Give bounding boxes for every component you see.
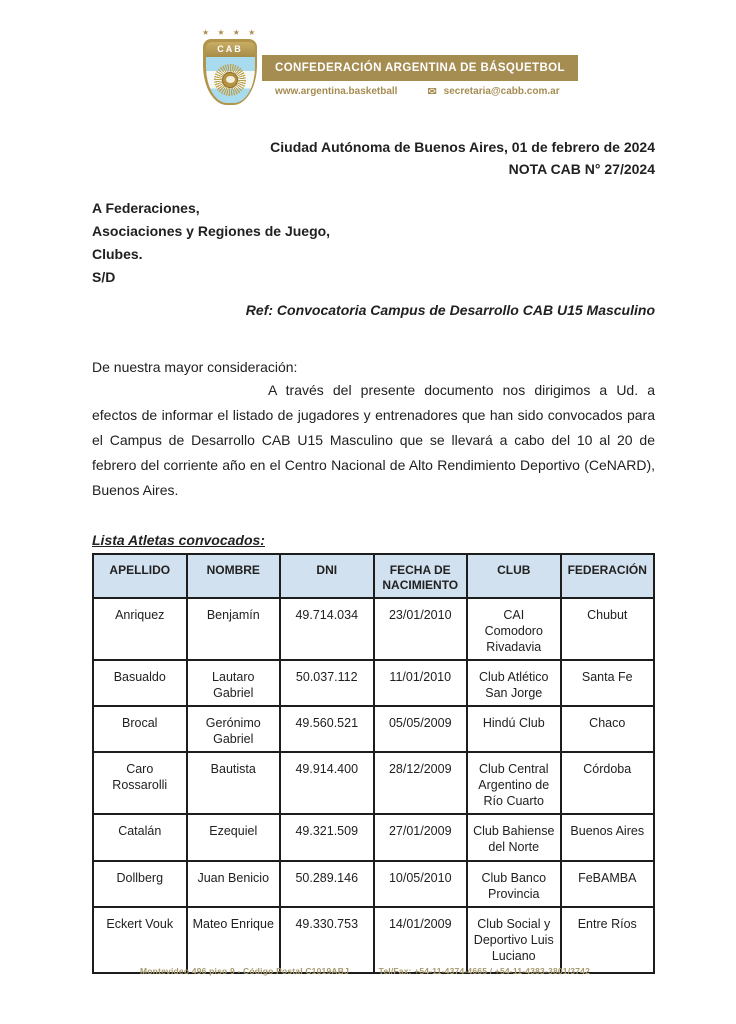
cell-nombre: Juan Benicio — [187, 861, 281, 907]
date-line: Ciudad Autónoma de Buenos Aires, 01 de febrero de 2024 — [270, 139, 655, 155]
cell-federacion: Córdoba — [561, 752, 655, 814]
table-row — [93, 706, 654, 752]
table-row — [93, 861, 654, 907]
column-header-apellido: APELLIDO — [93, 554, 187, 598]
cell-dni: 49.560.521 — [280, 706, 374, 752]
addressee-line: Clubes. — [92, 246, 143, 262]
cell-dni: 50.037.112 — [280, 660, 374, 706]
cell-federacion: Entre Ríos — [561, 907, 655, 973]
cell-dni: 49.330.753 — [280, 907, 374, 973]
cell-club: Club Bahiense del Norte — [467, 814, 561, 861]
salutation: De nuestra mayor consideración: — [92, 359, 298, 375]
addressee-block — [92, 197, 655, 289]
column-header-fecha: FECHA DE NACIMIENTO — [374, 554, 468, 598]
table-row — [93, 814, 654, 861]
cell-dni: 50.289.146 — [280, 861, 374, 907]
cab-shield-icon — [203, 39, 257, 105]
sun-core — [222, 72, 238, 88]
addressee-line: S/D — [92, 269, 116, 285]
cell-apellido: Eckert Vouk — [93, 907, 187, 973]
shield-cab-text: CAB — [206, 42, 255, 57]
body-paragraph: A través del presente documento nos dirigimos a Ud. a efectos de informar el listado de jugadores y entrenadores que han sido convocados para el Campus de Desarrollo CAB U15 Masculino que se llevará a cabo del 10 al 20 de febrero del corriente año en el Centro Nacional de Alto Rendimiento Deportivo (CeNARD), Buenos Aires. — [92, 382, 655, 498]
envelope-icon: ✉ — [427, 85, 437, 98]
column-header-federacion: FEDERACIÓN — [561, 554, 655, 598]
ref-line: Ref: Convocatoria Campus de Desarrollo CAB U15 Masculino — [245, 302, 655, 318]
stars-icon: ★ ★ ★ ★ — [202, 28, 259, 37]
cell-apellido: Anriquez — [93, 598, 187, 660]
column-header-nombre: NOMBRE — [187, 554, 281, 598]
cell-fecha: 10/05/2010 — [374, 861, 468, 907]
cell-nombre: Lautaro Gabriel — [187, 660, 281, 706]
cell-nombre: Mateo Enrique — [187, 907, 281, 973]
shield-inner — [206, 42, 255, 103]
cell-nombre: Gerónimo Gabriel — [187, 706, 281, 752]
date-block — [92, 136, 655, 180]
cell-nombre: Benjamín — [187, 598, 281, 660]
cell-federacion: FeBAMBA — [561, 861, 655, 907]
cell-dni: 49.914.400 — [280, 752, 374, 814]
table-row — [93, 598, 654, 660]
cell-club: Club Central Argentino de Río Cuarto — [467, 752, 561, 814]
cell-nombre: Bautista — [187, 752, 281, 814]
cell-fecha: 14/01/2009 — [374, 907, 468, 973]
cell-federacion: Chubut — [561, 598, 655, 660]
cell-dni: 49.321.509 — [280, 814, 374, 861]
letterhead — [202, 28, 655, 112]
cell-apellido: Catalán — [93, 814, 187, 861]
cell-federacion: Santa Fe — [561, 660, 655, 706]
table-row — [93, 660, 654, 706]
cell-federacion: Buenos Aires — [561, 814, 655, 861]
cell-fecha: 27/01/2009 — [374, 814, 468, 861]
column-header-club: CLUB — [467, 554, 561, 598]
website-link[interactable]: www.argentina.basketball — [275, 86, 398, 97]
cell-fecha: 11/01/2010 — [374, 660, 468, 706]
org-block — [262, 28, 578, 97]
cell-apellido: Caro Rossarolli — [93, 752, 187, 814]
cell-dni: 49.714.034 — [280, 598, 374, 660]
cell-apellido: Basualdo — [93, 660, 187, 706]
cell-club: Club Social y Deportivo Luis Luciano — [467, 907, 561, 973]
email-link[interactable]: secretaria@cabb.com.ar — [443, 86, 560, 97]
page-footer — [0, 966, 736, 976]
nota-number: NOTA CAB N° 27/2024 — [508, 161, 655, 177]
cell-nombre: Ezequiel — [187, 814, 281, 861]
header-row — [93, 554, 654, 598]
cell-federacion: Chaco — [561, 706, 655, 752]
cell-fecha: 05/05/2009 — [374, 706, 468, 752]
org-name-banner: CONFEDERACIÓN ARGENTINA DE BÁSQUETBOL — [262, 55, 578, 81]
argentina-flag — [206, 57, 255, 103]
cell-fecha: 23/01/2010 — [374, 598, 468, 660]
cell-club: Club Atlético San Jorge — [467, 660, 561, 706]
cell-club: CAI Comodoro Rivadavia — [467, 598, 561, 660]
addressee-line: Asociaciones y Regiones de Juego, — [92, 223, 331, 239]
addressee-line: A Federaciones, — [92, 200, 200, 216]
column-header-dni: DNI — [280, 554, 374, 598]
cell-apellido: Dollberg — [93, 861, 187, 907]
table-row — [93, 752, 654, 814]
athletes-table — [92, 553, 655, 974]
cell-fecha: 28/12/2009 — [374, 752, 468, 814]
sun-icon — [214, 64, 246, 96]
cell-club: Club Banco Provincia — [467, 861, 561, 907]
table-row — [93, 907, 654, 973]
contact-line — [275, 86, 578, 97]
basketball-icon — [226, 76, 235, 83]
footer-telfax: Tel/Fax: +54-11-4374-4665 / +54-11-4383-3801/3742 — [378, 966, 590, 976]
list-title: Lista Atletas convocados: — [92, 532, 265, 548]
footer-address: Montevideo 496 piso 9 - Código Postal C1019ABJ — [140, 966, 349, 976]
cell-apellido: Brocal — [93, 706, 187, 752]
cell-club: Hindú Club — [467, 706, 561, 752]
cab-logo — [202, 28, 258, 105]
